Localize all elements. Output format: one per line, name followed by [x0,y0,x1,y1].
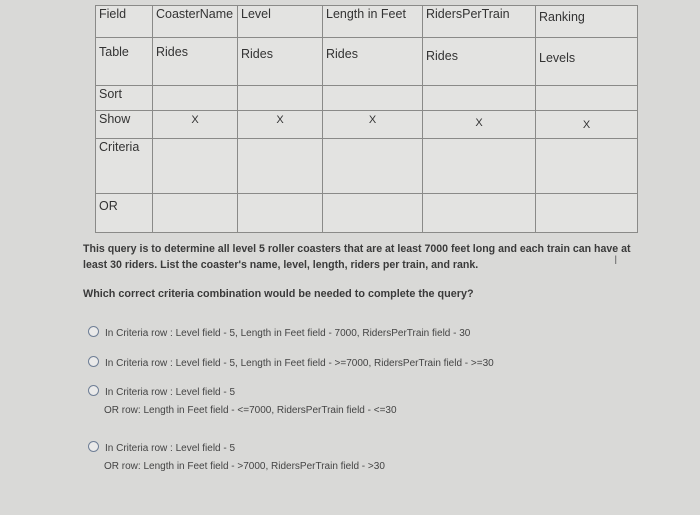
criteria-cell[interactable] [536,139,638,194]
query-design-grid [95,5,638,233]
option-text-line2: OR row: Length in Feet field - >7000, RidersPerTrain field - >30 [104,461,385,472]
or-cell[interactable] [536,194,638,233]
sort-cell[interactable] [536,86,638,111]
criteria-cell[interactable] [323,139,423,194]
question-prompt: Which correct criteria combination would be needed to complete the query? [83,288,474,300]
sort-cell[interactable] [323,86,423,111]
sort-row [96,86,638,111]
show-row [96,111,638,139]
text-cursor-icon: I [614,253,618,267]
show-checkbox[interactable]: X [423,111,536,139]
answer-option-1[interactable] [88,326,470,339]
option-text: In Criteria row : Level field - 5 [105,387,236,398]
question-text: This query is to determine all level 5 roller coasters that are at least 7000 feet long and each train can have at least 30 riders. List the coaster's name, level, length, riders per train, and rank. [83,243,631,271]
table-row [96,38,638,86]
row-label-or: OR [96,194,153,233]
field-cell[interactable]: Level [238,6,323,38]
option-text: In Criteria row : Level field - 5 [105,443,236,454]
option-text: In Criteria row : Level field - 5, Length in Feet field - 7000, RidersPerTrain field - 30 [105,328,471,339]
or-cell[interactable] [423,194,536,233]
table-cell[interactable]: Rides [238,38,323,86]
field-row [96,6,638,38]
answer-option-3[interactable] [88,385,397,416]
sort-cell[interactable] [153,86,238,111]
radio-button[interactable] [88,441,99,452]
criteria-cell[interactable] [153,139,238,194]
row-label-field: Field [96,6,153,38]
show-checkbox[interactable]: X [238,111,323,139]
or-cell[interactable] [238,194,323,233]
field-cell[interactable]: CoasterName [153,6,238,38]
or-row [96,194,638,233]
field-cell[interactable]: Length in Feet [323,6,423,38]
row-label-sort: Sort [96,86,153,111]
field-cell[interactable]: RidersPerTrain [423,6,536,38]
show-checkbox[interactable]: X [536,111,638,139]
row-label-show: Show [96,111,153,139]
sort-cell[interactable] [423,86,536,111]
criteria-cell[interactable] [238,139,323,194]
row-label-criteria: Criteria [96,139,153,194]
or-cell[interactable] [153,194,238,233]
show-checkbox[interactable]: X [153,111,238,139]
sort-cell[interactable] [238,86,323,111]
or-cell[interactable] [323,194,423,233]
criteria-cell[interactable] [423,139,536,194]
radio-button[interactable] [88,356,99,367]
row-label-table: Table [96,38,153,86]
answer-option-2[interactable] [88,356,494,369]
table-cell[interactable]: Rides [153,38,238,86]
criteria-row [96,139,638,194]
table-cell[interactable]: Rides [323,38,423,86]
field-cell[interactable]: Ranking [536,6,638,38]
answer-option-4[interactable] [88,441,385,472]
table-cell[interactable]: Rides [423,38,536,86]
show-checkbox[interactable]: X [323,111,423,139]
option-text: In Criteria row : Level field - 5, Length in Feet field - >=7000, RidersPerTrain field - >=30 [105,358,494,369]
table-cell[interactable]: Levels [536,38,638,86]
radio-button[interactable] [88,326,99,337]
option-text-line2: OR row: Length in Feet field - <=7000, RidersPerTrain field - <=30 [104,405,397,416]
radio-button[interactable] [88,385,99,396]
